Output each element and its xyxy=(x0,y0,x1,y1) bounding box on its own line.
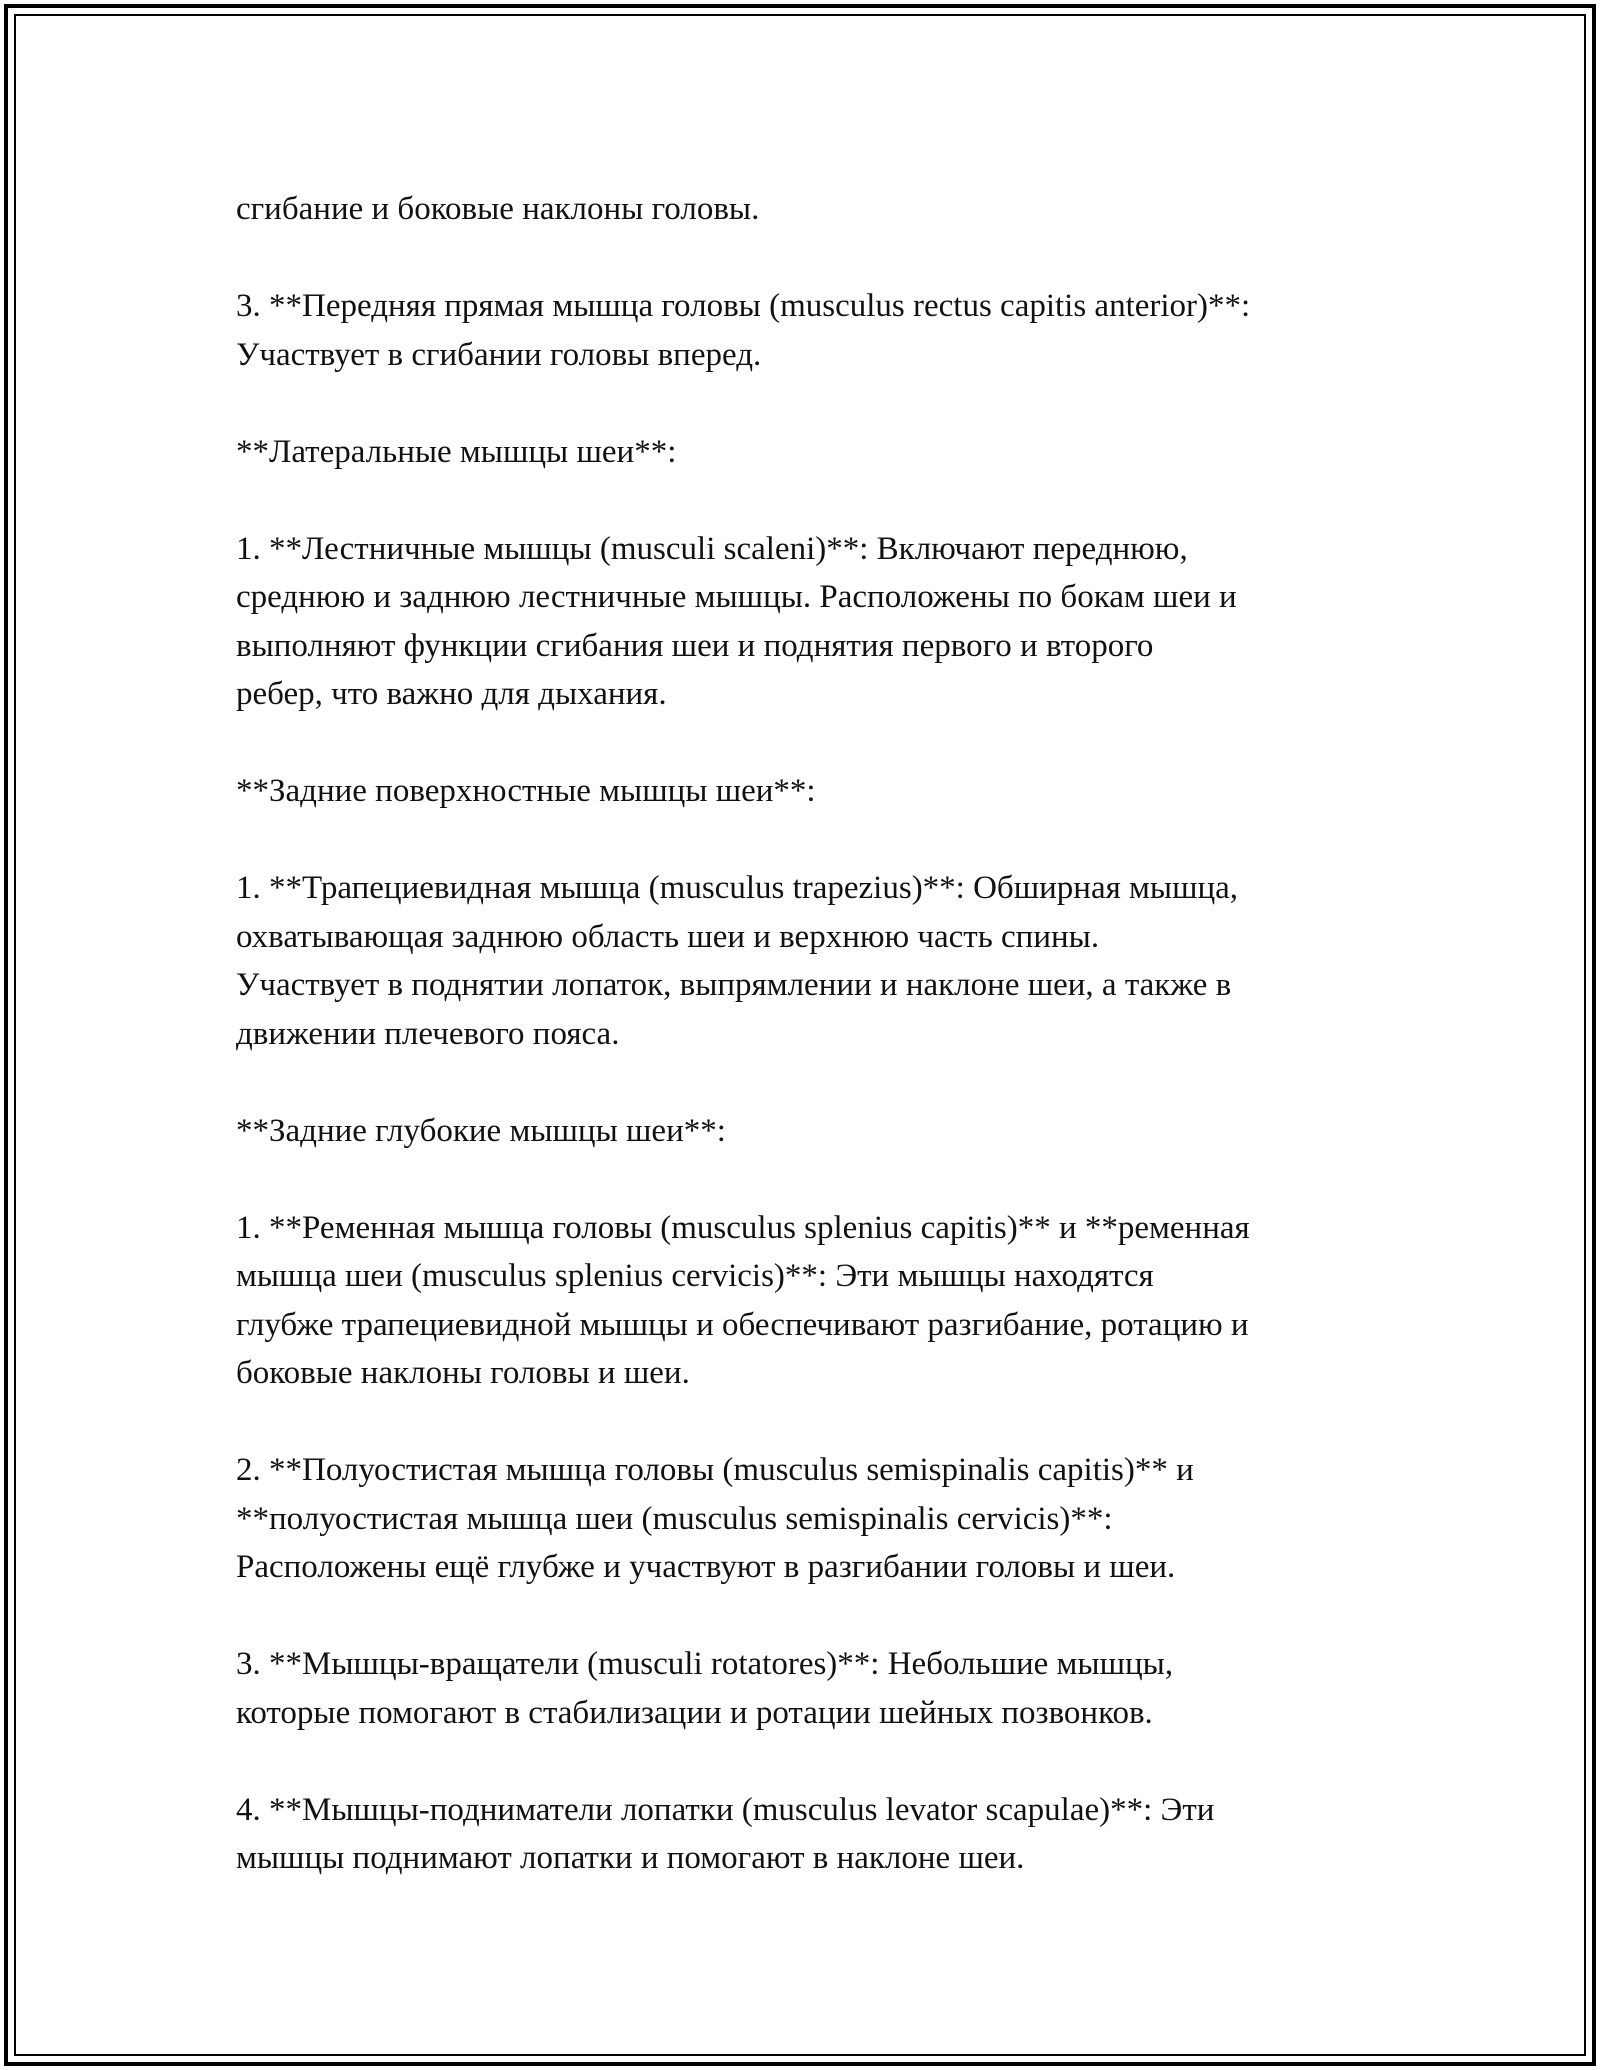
text-line: 4. **Мышцы-подниматели лопатки (musculus levator scapulae)**: Эти xyxy=(236,1791,1215,1828)
paragraph-1 xyxy=(236,185,1396,234)
text-line: Участвует в поднятии лопаток, выпрямлении и наклоне шеи, а также в xyxy=(236,967,1232,1003)
text-line: мышцы поднимают лопатки и помогают в наклоне шеи. xyxy=(236,1840,1025,1876)
text-line: 2. **Полуостистая мышца головы (musculus semispinalis capitis)** и xyxy=(236,1452,1194,1488)
text-line: сгибание и боковые наклоны головы. xyxy=(236,191,760,227)
text-line: охватывающая заднюю область шеи и верхнюю часть спины. xyxy=(236,918,1100,955)
text-line: **Задние поверхностные мышцы шеи**: xyxy=(236,773,816,809)
paragraph-9 xyxy=(236,1446,1396,1592)
paragraph-8 xyxy=(236,1204,1396,1398)
text-line: среднюю и заднюю лестничные мышцы. Расположены по бокам шеи и xyxy=(236,579,1237,615)
text-line: 1. **Лестничные мышцы (musculi scaleni)**: Включают переднюю, xyxy=(236,530,1188,567)
text-line: выполняют функции сгибания шеи и поднятия первого и второго xyxy=(236,627,1154,664)
paragraph-2 xyxy=(236,282,1396,379)
paragraph-10 xyxy=(236,1640,1396,1737)
text-line: мышца шеи (musculus splenius cervicis)**: Эти мышцы находятся xyxy=(236,1258,1154,1294)
paragraph-4 xyxy=(236,525,1396,719)
text-line: **полуостистая мышца шеи (musculus semispinalis cervicis)**: xyxy=(236,1500,1113,1537)
text-line: 1. **Ременная мышца головы (musculus splenius capitis)** и **ременная xyxy=(236,1209,1250,1246)
text-line: которые помогают в стабилизации и ротации шейных позвонков. xyxy=(236,1694,1153,1731)
section-heading-posterior-superficial xyxy=(236,767,1396,816)
paragraph-6 xyxy=(236,864,1396,1058)
section-heading-posterior-deep xyxy=(236,1107,1396,1156)
paragraph-11 xyxy=(236,1786,1396,1883)
text-line: ребер, что важно для дыхания. xyxy=(236,676,667,712)
text-line: Участвует в сгибании головы вперед. xyxy=(236,336,762,373)
text-line: 1. **Трапециевидная мышца (musculus trapezius)**: Обширная мышца, xyxy=(236,870,1239,906)
text-line: **Латеральные мышцы шеи**: xyxy=(236,433,677,470)
text-line: 3. **Мышцы-вращатели (musculi rotatores)**: Небольшие мышцы, xyxy=(236,1646,1174,1682)
section-heading-lateral xyxy=(236,428,1396,477)
text-line: 3. **Передняя прямая мышца головы (musculus rectus capitis anterior)**: xyxy=(236,288,1251,324)
text-line: боковые наклоны головы и шеи. xyxy=(236,1355,690,1391)
text-line: глубже трапециевидной мышцы и обеспечивают разгибание, ротацию и xyxy=(236,1306,1249,1343)
text-line: движении плечевого пояса. xyxy=(236,1015,620,1052)
text-line: Расположены ещё глубже и участвуют в разгибании головы и шеи. xyxy=(236,1549,1176,1585)
text-line: **Задние глубокие мышцы шеи**: xyxy=(236,1112,726,1149)
document-body xyxy=(236,185,1396,1931)
